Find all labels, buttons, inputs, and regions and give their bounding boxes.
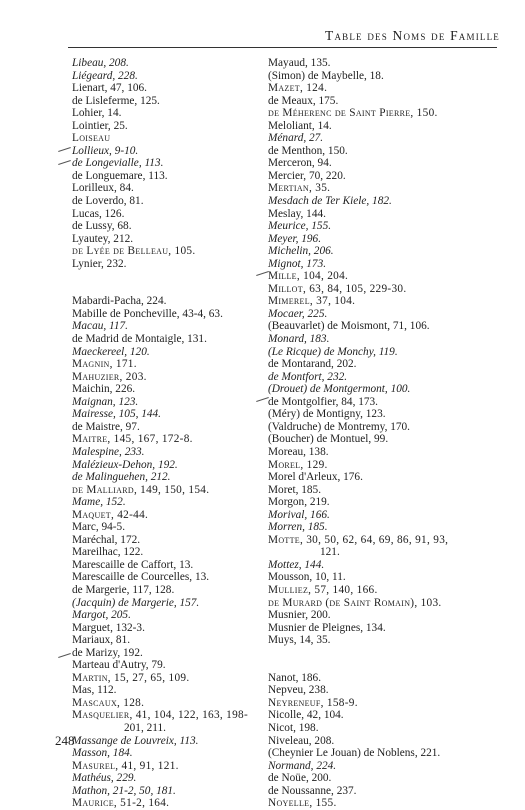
index-entry: de Méherenc de Saint Pierre, 150. xyxy=(268,107,438,120)
index-entry: Meyer, 196. xyxy=(268,232,322,245)
index-entry: Meslay, 144. xyxy=(268,207,326,220)
index-entry: Mazet, 124. xyxy=(268,82,328,95)
index-entry: Lucas, 126. xyxy=(72,207,125,220)
index-entry: de Menthon, 150. xyxy=(268,144,348,157)
index-entry: Mercier, 70, 220. xyxy=(268,169,346,182)
index-entry: Morren, 185. xyxy=(268,521,328,534)
index-entry: Mame, 152. xyxy=(72,496,126,509)
index-entry: (Le Ricque) de Monchy, 119. xyxy=(268,345,398,358)
index-entry: Mabardi-Pacha, 224. xyxy=(72,295,167,308)
index-entry: Mareilhac, 122. xyxy=(72,546,144,559)
index-entry: de Meaux, 175. xyxy=(268,94,339,107)
index-entry: Masquelier, 41, 104, 122, 163, 198- xyxy=(72,709,249,722)
index-entry: de Malinguehen, 212. xyxy=(72,471,171,484)
index-entry: Meloliant, 14. xyxy=(268,119,332,132)
pencil-mark xyxy=(58,160,71,165)
index-entry: Martin, 15, 27, 65, 109. xyxy=(72,671,190,684)
index-entry: de Madrid de Montaigle, 131. xyxy=(72,333,207,346)
index-entry: Mahuzier, 203. xyxy=(72,370,147,383)
index-entry: Mabille de Poncheville, 43-4, 63. xyxy=(72,307,223,320)
index-entry: Marescaille de Courcelles, 13. xyxy=(72,571,210,584)
index-entry: (Valdruche) de Montremy, 170. xyxy=(268,420,411,433)
index-entry: Meurice, 155. xyxy=(268,220,332,233)
index-entry: 201, 211. xyxy=(124,721,166,734)
index-entry: Nepveu, 238. xyxy=(268,684,329,697)
index-entry: Maurice, 51-2, 164. xyxy=(72,797,170,810)
index-entry: Malespine, 233. xyxy=(72,445,145,458)
index-entry: (Jacquin) de Margerie, 157. xyxy=(72,596,200,609)
index-entry: Nanot, 186. xyxy=(268,671,322,684)
index-entry: de Maistre, 97. xyxy=(72,420,140,433)
index-entry: Massange de Louvreix, 113. xyxy=(72,734,199,747)
index-entry: Maignan, 123. xyxy=(72,395,139,408)
index-entry: Malézieux-Dehon, 192. xyxy=(72,458,178,471)
section-gap xyxy=(268,659,510,672)
index-entry: Ménard, 27. xyxy=(268,132,324,145)
index-entry: de Lisleferme, 125. xyxy=(72,94,160,107)
index-entry: Mariaux, 81. xyxy=(72,634,131,647)
index-entry: Lohier, 14. xyxy=(72,107,122,120)
index-entry: Masurel, 41, 91, 121. xyxy=(72,759,179,772)
index-entry: de Noüe, 200. xyxy=(268,772,332,785)
index-entry: de Lyée de Belleau, 105. xyxy=(72,245,196,258)
index-entry: Mocaer, 225. xyxy=(268,307,328,320)
index-entry: Michelin, 206. xyxy=(268,245,334,258)
index-entry: Marguet, 132-3. xyxy=(72,621,145,634)
index-entry: 121. xyxy=(320,546,340,559)
index-entry: Normand, 224. xyxy=(268,759,337,772)
index-entry: Niveleau, 208. xyxy=(268,734,335,747)
index-entry: de Lussy, 68. xyxy=(72,220,132,233)
index-entry: (Simon) de Maybelle, 18. xyxy=(268,69,384,82)
index-entry: Marteau d'Autry, 79. xyxy=(72,659,166,672)
index-entry: de Montarand, 202. xyxy=(268,358,357,371)
index-entry: Morel d'Arleux, 176. xyxy=(268,471,363,484)
index-entry: Mignot, 173. xyxy=(268,257,327,270)
index-entry: Mimerel, 37, 104. xyxy=(268,295,356,308)
index-entry: Morel, 129. xyxy=(268,458,328,471)
index-entry: Millot, 63, 84, 105, 229-30. xyxy=(268,282,407,295)
index-entry: Motte, 30, 50, 62, 64, 69, 86, 91, 93, xyxy=(268,533,449,546)
index-entry: Margot, 205. xyxy=(72,609,131,622)
index-column-left xyxy=(72,57,267,810)
index-entry: de Noussanne, 237. xyxy=(268,784,357,797)
index-entry: Morival, 166. xyxy=(268,508,330,521)
index-entry: (Boucher) de Montuel, 99. xyxy=(268,433,389,446)
index-entry: Marc, 94-5. xyxy=(72,521,126,534)
index-entry: Mas, 112. xyxy=(72,684,117,697)
index-entry: Libeau, 208. xyxy=(72,57,129,69)
index-entry: (Méry) de Montigny, 123. xyxy=(268,408,386,421)
page-number: 248 xyxy=(55,733,75,748)
index-entry: (Cheynier Le Jouan) de Noblens, 221. xyxy=(268,747,441,760)
index-entry: Moret, 185. xyxy=(268,483,322,496)
index-entry: Nicolle, 42, 104. xyxy=(268,709,344,722)
index-entry: Nicot, 198. xyxy=(268,721,319,734)
index-entry: Lienart, 47, 106. xyxy=(72,82,147,95)
index-entry: de Murard (de Saint Romain), 103. xyxy=(268,596,442,609)
index-entry: de Malliard, 149, 150, 154. xyxy=(72,483,210,496)
index-entry: Masson, 184. xyxy=(72,747,133,760)
index-entry: Musnier, 200. xyxy=(268,609,331,622)
index-entry: Mesdach de Ter Kiele, 182. xyxy=(268,195,392,208)
index-entry: Mathéus, 229. xyxy=(72,772,137,785)
index-entry: Mottez, 144. xyxy=(268,558,325,571)
index-entry: de Montgolfier, 84, 173. xyxy=(268,395,378,408)
section-gap xyxy=(268,647,510,660)
index-entry: Lyautey, 212. xyxy=(72,232,134,245)
index-entry: de Loverdo, 81. xyxy=(72,195,144,208)
index-entry: Maichin, 226. xyxy=(72,383,136,396)
pencil-mark xyxy=(58,653,71,658)
index-entry: Mertian, 35. xyxy=(268,182,331,195)
section-gap xyxy=(72,270,267,283)
index-entry: Mascaux, 128. xyxy=(72,696,145,709)
index-entry: Noyelle, 155. xyxy=(268,797,337,810)
index-column-right xyxy=(268,57,510,810)
index-entry: Mulliez, 57, 140, 166. xyxy=(268,583,378,596)
index-entry: Musnier de Pleignes, 134. xyxy=(268,621,386,634)
index-entry: Maquet, 42-44. xyxy=(72,508,149,521)
index-entry: Macau, 117. xyxy=(72,320,128,333)
index-entry: Monard, 183. xyxy=(268,333,330,346)
index-entry: Lollieux, 9-10. xyxy=(72,144,139,157)
index-entry: Muys, 14, 35. xyxy=(268,634,331,647)
index-entry: de Marizy, 192. xyxy=(72,646,143,659)
index-entry: Maréchal, 172. xyxy=(72,533,141,546)
index-entry: Maeckereel, 120. xyxy=(72,345,150,358)
index-entry: de Longevialle, 113. xyxy=(72,157,164,170)
index-entry: de Montfort, 232. xyxy=(268,370,348,383)
index-entry: Morgon, 219. xyxy=(268,496,330,509)
index-entry: Magnin, 171. xyxy=(72,358,137,371)
index-entry: Mayaud, 135. xyxy=(268,57,331,69)
index-entry: Lointier, 25. xyxy=(72,119,128,132)
index-entry: (Drouet) de Montgermont, 100. xyxy=(268,383,411,396)
header-rule xyxy=(68,47,497,48)
index-entry: Moreau, 138. xyxy=(268,445,329,458)
index-entry: Lorilleux, 84. xyxy=(72,182,134,195)
index-entry: Maitre, 145, 167, 172-8. xyxy=(72,433,193,446)
index-entry: Mathon, 21-2, 50, 181. xyxy=(72,784,176,797)
index-entry: Loiseau xyxy=(72,132,111,145)
index-entry: (Beauvarlet) de Moismont, 71, 106. xyxy=(268,320,430,333)
pencil-mark xyxy=(58,147,71,152)
index-entry: Lynier, 232. xyxy=(72,257,127,270)
index-entry: Merceron, 94. xyxy=(268,157,332,170)
index-entry: de Longuemare, 113. xyxy=(72,169,168,182)
index-entry: Neyreneuf, 158-9. xyxy=(268,696,358,709)
index-entry: Mille, 104, 204. xyxy=(268,270,349,283)
index-entry: Marescaille de Caffort, 13. xyxy=(72,558,194,571)
index-entry: Mousson, 10, 11. xyxy=(268,571,346,584)
index-entry: Mairesse, 105, 144. xyxy=(72,408,162,421)
index-entry: Liégeard, 228. xyxy=(72,69,138,82)
page-header: Table des Noms de Famille xyxy=(325,28,500,43)
section-gap xyxy=(72,283,267,296)
index-entry: de Margerie, 117, 128. xyxy=(72,583,175,596)
